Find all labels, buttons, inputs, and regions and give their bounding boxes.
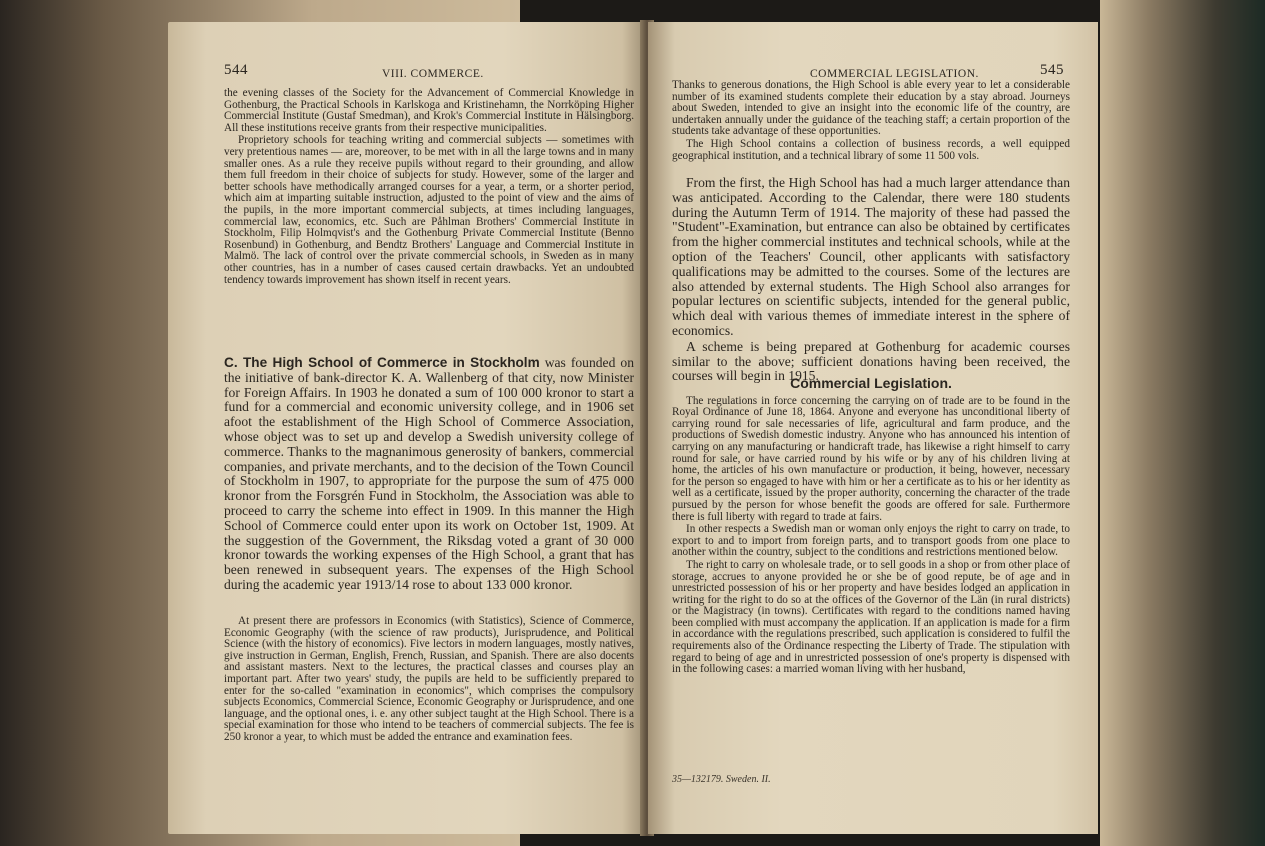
left-page-body — [224, 88, 634, 287]
right-top-paragraphs — [672, 80, 1070, 163]
book-edge-right — [1100, 0, 1265, 846]
paragraph: Thanks to generous donations, the High School is able every year to let a considerable number of its examined students complete their education by a stay abroad. Journeys about Sweden, intended to give an insight into the economic life of the country, are undertaken annually under the guidance of the teaching staff; a certain proportion of the students take advantage of these opportunities. — [672, 79, 1070, 138]
paragraph: The regulations in force concerning the carrying on of trade are to be found in the Royal Ordinance of June 18, 1864. Anyone and everyone has unconditional liberty of carrying round for sale necessaries of life, agricultural and farm produce, and the productions of Swedish domestic industry. Anyone who has announced his intention of carrying on any manufacturing or handicraft trade, has likewise a right himself to carry round for sale, or have carried round by his wife or by any of his children living at home, the articles of his own manufacture or production, it being, however, necessary for the person so engaged to have with him or her a certificate as to his or her identity as well as a certificate, issued by the proper authority, concerning the character of the trade pursued by the person for whose benefit the goods are offered for sale. Furthermore there is full liberty with regard to trade at fairs. — [672, 394, 1070, 523]
paragraph: The right to carry on wholesale trade, or to sell goods in a shop or from other place of storage, accrues to anyone provided he or she be of good repute, be of age and in unrestricted possession of his or her property and have besides lodged an application in writing for the right to do so at the offices of the Governor of the Län (in rural districts) or the Magistracy (in towns). Certificates with regard to the conditions named having been complied with must accompany the application. If an application is made for a firm in accordance with the regulations prescribed, such application is considered to fulfil the requirements also of the Ordinance respecting the Liberty of Trade. The stipulation with regard to being of age and in unrestricted possession of one's property is dispensed with in the following cases: a married woman living with her husband, — [672, 558, 1070, 676]
running-head-left: VIII. COMMERCE. — [382, 68, 484, 80]
running-head-right: COMMERCIAL LEGISLATION. — [810, 68, 979, 80]
paragraph: At present there are professors in Economics (with Statistics), Science of Commerce, Economic Geography (with the science of raw products), Jurisprudence, and Political Science (with the history of economics). Five lectors in modern languages, mostly natives, give instruction in German, English, French, Russian, and Spanish. There are also docents and assistant masters. Next to the lectures, the practical classes and courses play an important part. After two years' study, the pupils are held to be sufficiently prepared to enter for the so-called "examination in economics", which comprises the compulsory subjects Economics, Commercial Science, Economic Geography or Jurisprudence, and one language, and the optional ones, i. e. any other subject taught at the High School. There is a special examination for those who intend to be teachers of commercial subjects. The fee is 250 kronor a year, to which must be added the entrance and examination fees. — [224, 615, 634, 743]
section-heading: Commercial Legislation. — [790, 375, 952, 391]
right-large-paragraphs — [672, 176, 1070, 385]
page-number-right: 545 — [1040, 62, 1064, 78]
left-final-paragraph — [224, 616, 634, 745]
section-c — [224, 356, 634, 594]
commercial-legislation-section — [672, 370, 1070, 677]
page-footer: 35—132179. Sweden. II. — [672, 774, 771, 785]
paragraph: Proprietory schools for teaching writing and commercial subjects — sometimes with very pretentious names — are, moreover, to be met with in all the large towns and in many smaller ones. As a rule they receive pupils without regard to their grounding, and allow them full freedom in their choice of subjects for study. However, some of the larger and better schools have methodically arranged courses for a year, a term, or a shorter period, which aim at imparting suitable instruction, adjusted to the point of view and the aims of the pupils, in the more important commercial subjects, at times including languages, commercial law, economics, etc. Such are Påhlman Brothers' Commercial Institute in Stockholm, Filip Holmqvist's and the Gothenburg Private Commercial Institute (Benno Rosenbund) in Gothenburg, and Bendtz Brothers' Language and Commercial Institute in Malmö. The lack of control over the private commercial schools, in Sweden as in many other countries, has in a number of cases caused certain drawbacks. Yet an undoubted tendency towards improvement has shown itself in recent years. — [224, 134, 634, 286]
left-page — [168, 22, 646, 834]
paragraph: In other respects a Swedish man or woman only enjoys the right to carry on trade, to export to and to import from foreign parts, and to transport goods from one place to another within the country, subject to the conditions and restrictions mentioned below. — [672, 523, 1070, 559]
paragraph: A scheme is being prepared at Gothenburg for academic courses similar to the above; sufficient donations having been received, the courses will begin in 1915. — [672, 338, 1070, 384]
paragraph: the evening classes of the Society for the Advancement of Commercial Knowledge in Gothenburg, the Practical Schools in Karlskoga and Kristinehamn, the Norrköping Higher Commercial Institute (Gustaf Smedman), and Krok's Commercial Institute in Hälsingborg. All these institutions receive grants from their respective municipalities. — [224, 87, 634, 134]
right-page — [648, 22, 1098, 834]
paragraph: The High School contains a collection of business records, a well equipped geographical institution, and a technical library of some 11 500 vols. — [672, 137, 1070, 162]
page-number-left: 544 — [224, 62, 248, 78]
paragraph: From the first, the High School has had a much larger attendance than was anticipated. According to the Calendar, there were 180 students during the Autumn Term of 1914. The majority of these had passed the "Student"-Examination, but entrance can also be obtained by certificates from the higher commercial institutes and technical schools, while at the option of the Teachers' Council, other applicants with satisfactory qualifications may be admitted to the courses. Some of the lectures are also attended by external students. The High School also arranges for popular lectures on scientific subjects, intended for the general public, which deal with various themes of immediate interest in the sphere of economics. — [672, 175, 1070, 338]
section-c-heading: C. The High School of Commerce in Stockholm — [224, 355, 540, 370]
section-c-text: was founded on the initiative of bank-director K. A. Wallenberg of that city, now Minister for Foreign Affairs. In 1903 he donated a sum of 100 000 kronor to start a fund for a commercial and economic university college, and in 1906 set afoot the establishment of the High School of Commerce Association, whose object was to set up and develop a Swedish university college of commerce. Thanks to the magnanimous generosity of bankers, commercial companies, and private merchants, and to the decision of the Town Council of Stockholm in 1907, to appropriate for the purpose the sum of 475 000 kronor from the Forsgrén Fund in Stockholm, the Association was able to proceed to carry the scheme into effect in 1909. In this manner the High School of Commerce could enter upon its work on October 1st, 1909. At the suggestion of the Government, the Riksdag voted a grant of 30 000 kronor towards the working expenses of the High School, a grant that has been renewed in subsequent years. The expenses of the High School during the academic year 1913/14 rose to about 133 000 kronor. — [224, 355, 634, 592]
